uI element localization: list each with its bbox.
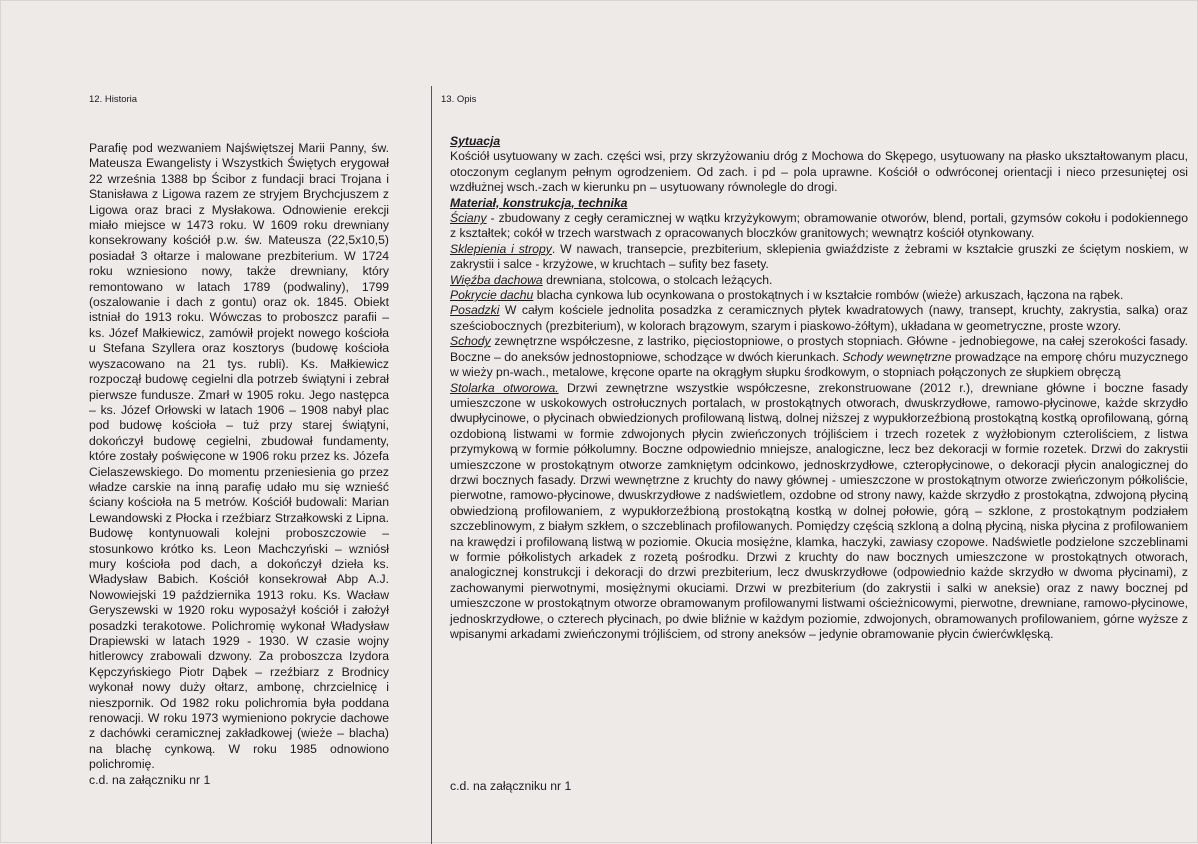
vaults-text: . W nawach, transepcie, prezbiterium, sklepienia gwiaździste z żebrami w kształcie gruszki ze ściętym noskiem, w zakrystii i salce - krzyżowe, w kruchtach – sufity bez fasety. <box>450 241 1189 272</box>
vaults-label: Sklepienia i stropy <box>450 241 552 256</box>
walls-text: - zbudowany z cegły ceramicznej w wątku krzyżykowym; obramowanie otworów, blend, portali, gzymsów cokołu i podokiennego z kształtek; cokół w trzech warstwach z opracowanych bloczków granitowych; wewnątrz kościół otynkowany. <box>450 211 1188 241</box>
inner-stairs-label: Schody wewnętrzne <box>842 349 952 364</box>
description-heading: 13. Opis <box>441 94 477 105</box>
description-footnote: c.d. na załączniku nr 1 <box>450 779 572 793</box>
roofing-label: Pokrycie dachu <box>450 288 534 303</box>
situation-text: Kościół usytuowany w zach. części wsi, przy skrzyżowaniu dróg z Mochowa do Skępego, usytuowany na płasko ukształtowanym placu, otoczonym ceglanym pełnym ogrodzeniem. Od zach. i pd – pola uprawne. Kościół o odwróconej orientacji i nieco przesuniętej osi wzdłużnej wsch.-zach w kierunku pn – usytuowany równolegle do drogi. <box>450 149 1188 195</box>
inner-stairs-text: prowadzące na emporę chóru muzycznego w wieży pn-wach., metalowe, kręcone oparte na okrągłym słupku środkowym, o stopniach połączonych ze słupkiem obręczą <box>450 349 1188 380</box>
roof-truss-label: Więźba dachowa <box>450 272 543 287</box>
joinery-label: Stolarka otworowa. <box>450 380 559 395</box>
stairs-paragraph <box>450 334 1188 380</box>
roof-truss-paragraph <box>450 273 1188 288</box>
stairs-label: Schody <box>450 334 491 349</box>
section-title-situation: Sytuacja <box>450 134 501 148</box>
joinery-paragraph <box>450 381 1188 643</box>
floors-text: W całym kościele jednolita posadzka z ceramicznych płytek kwadratowych (nawy, transept, kruchty, zakrystia, salka) oraz sześciobocznych (prezbiterium), w kolorach brązowym, szarym i piaskowo-żółtym), układana w geometryczne, proste wzory. <box>450 303 1188 333</box>
section-title-material: Materiał, konstrukcja, technika <box>450 195 628 210</box>
roof-truss-text: drewniana, stolcowa, o stolcach leżących. <box>542 272 773 287</box>
roofing-text: blacha cynkowa lub ocynkowana o prostokątnych i w kształcie rombów (wieże) arkuszach, łączona na rąbek. <box>533 288 1124 303</box>
column-divider <box>431 86 432 844</box>
history-column <box>89 141 389 788</box>
vaults-paragraph <box>450 242 1188 273</box>
roofing-paragraph <box>450 288 1188 303</box>
walls-label: Ściany <box>450 211 487 226</box>
history-footnote: c.d. na załączniku nr 1 <box>89 772 211 787</box>
walls-paragraph <box>450 211 1188 242</box>
stairs-text: zewnętrzne współczesne, z lastriko, pięciostopniowe, o prostych stopniach. Główne - jednobiegowe, na całej szerokości fasady. Boczne – do aneksów jednostopniowe, schodzące w dwóch kierunkach. <box>450 334 1188 364</box>
history-text: Parafię pod wezwaniem Najświętszej Marii Panny, św. Mateusza Ewangelisty i Wszystkich Świętych erygował 22 września 1388 bp Ścibor z fundacji braci Trojana i Stanisława z Ligowa razem ze stryjem Brychcjuszem z Ligowa oraz braci z Mysłakowa. Odnowienie erekcji miało miejsce w 1473 roku. W 1609 roku drewniany konsekrowany kościół p.w. św. Mateusza (22,5x10,5) posiadał 3 ołtarze i malowane prezbiterium. W 1724 roku wzniesiono nowy, także drewniany, który remontowano w latach 1789 (podwaliny), 1799 (oszalowanie i dach z gontu) oraz ok. 1845. Obiekt istniał do 1913 roku. Wówczas to proboszcz parafii – ks. Józef Małkiewicz, zamówił projekt nowego kościoła u Stefana Szyllera oraz kosztorys (budowę kościoła wyszacowano na 21 tys. rubli). Ks. Małkiewicz rozpoczął budowę cegielni dla potrzeb świątyni i zebrał pierwsze fundusze. Zmarł w 1905 roku. Jego następca – ks. Józef Orłowski w latach 1906 – 1908 nabył plac pod budowę kościoła – tuż przy starej świątyni, dokończył budowę cegielni, zbudował fundamenty, które zostały poświęcone w 1906 roku przez ks. Józefa Cielaszewskiego. Do momentu przeniesienia go przez władze carskie na inną parafię udało mu się wznieść ściany kościoła na 5 metrów. Kościół budowali: Marian Lewandowski z Płocka i rzeźbiarz Strzałkowski z Lipna. Budowę kontynuowali kolejni proboszczowie – stosunkowo krótko ks. Leon Machczyński – wzniósł mury kościoła pod dach, a dokończył dzieła ks. Władysław Babich. Kościół konsekrował Abp A.J. Nowowiejski 19 października 1913 roku. Ks. Wacław Geryszewski w 1920 roku wyposażył kościół i założył posadzki terakotowe. Polichromię wykonał Władysław Drapiewski w latach 1929 - 1930. W czasie wojny hitlerowcy zrabowali dzwony. Za proboszcza Izydora Kępczyńskiego Piotr Dąbek – rzeźbiarz z Brodnicy wykonał nowy duży ołtarz, ambonę, chrzcielnicę i nieszpornik. Od 1982 roku polichromia była poddana renowacji. W roku 1973 wymieniono pokrycie dachowe z dachówki ceramicznej zakładkowej (wieże – blacha) na blachę cynkową. W roku 1985 odnowiono polichromię. <box>89 141 389 772</box>
history-heading: 12. Historia <box>89 94 138 105</box>
description-column <box>450 134 1188 642</box>
floors-paragraph <box>450 303 1188 334</box>
joinery-text: Drzwi zewnętrzne wszystkie współczesne, zrekonstruowane (2012 r.), drewniane główne i boczne fasady umieszczone w uskokowych ostrołucznych portalach, w prostokątnych otworach, dwuskrzydłowe, ramowo-płycinowe, każde skrzydło dwupłycinowe, o płycinach obwiedzionych profilowaną listwą, dolnej niższej z wypukłorzeźbioną prostokątną kostką oprofilowaną, górną ozdobioną listwami w formie zdwojonych płycin zwieńczonych trójliściem i trzech rozetek z wyżłobionym czteroliściem, z listwa przymykową w formie półkolumny. Boczne odpowiednio mniejsze, analogiczne, lecz bez dekoracji w formie rozetek. Drzwi do zakrystii umieszczone w prostokątnym otworze zamkniętym odcinkowo, jednoskrzydłowe, czteropłycinowe, o dekoracji płycin analogicznej do drzwi bocznych fasady. Drzwi wewnętrzne z kruchty do nawy głównej - umieszczone w prostokątnym otworze zwieńczonym półkoliście, pierwotne, ramowo-płycinowe, dwuskrzydłowe z nadświetlem, ozdobne od strony nawy, każde skrzydło z prostokątna, zdwojoną płyciną obwiedzioną profilowaniem, z wypukłorzeźbioną prostokątną kostką w dolnej połowie, górą – szklone, z prostokątnym podziałem szczeblinowym, z białym szkłem, o szczeblinach profilowanych. Pomiędzy częścią szkloną a dolną płyciną, niska płycina z profilowaniem na krawędzi i profilowaną listwą w poziomie. Okucia mosiężne, klamka, haczyki, zawiasy czopowe. Nadświetle podzielone szczeblinami w formie półkolistych arkadek z rozetą pośrodku. Drzwi z kruchty do naw bocznych umieszczone w prostokątnych otworach, analogicznej konstrukcji i dekoracji do drzwi prezbiterium, lecz dwuskrzydłowe (odpowiednio każde skrzydło w dwoma płycinami), z zachowanymi pierwotnymi, mosiężnymi okuciami. Drzwi w prezbiterium (do zakrystii i salki w aneksie) oraz z nawy bocznej pd umieszczone w prostokątnym otworze obramowanym profilowanymi listwami ościeżnicowymi, pierwotne, drewniane, ramowo-płycinowe, jednoskrzydłowe, o czterech płycinach, po dwie bliźnie w każdym poziomie, zdwojonych, obramowanych profilowaniem, górne wyższe z wpisanymi arkadami zwieńczonymi trójliściem, od strony aneksów – jedynie obramowanie płycin ćwierćwklęską. <box>450 380 1188 641</box>
floors-label: Posadzki <box>450 303 500 318</box>
